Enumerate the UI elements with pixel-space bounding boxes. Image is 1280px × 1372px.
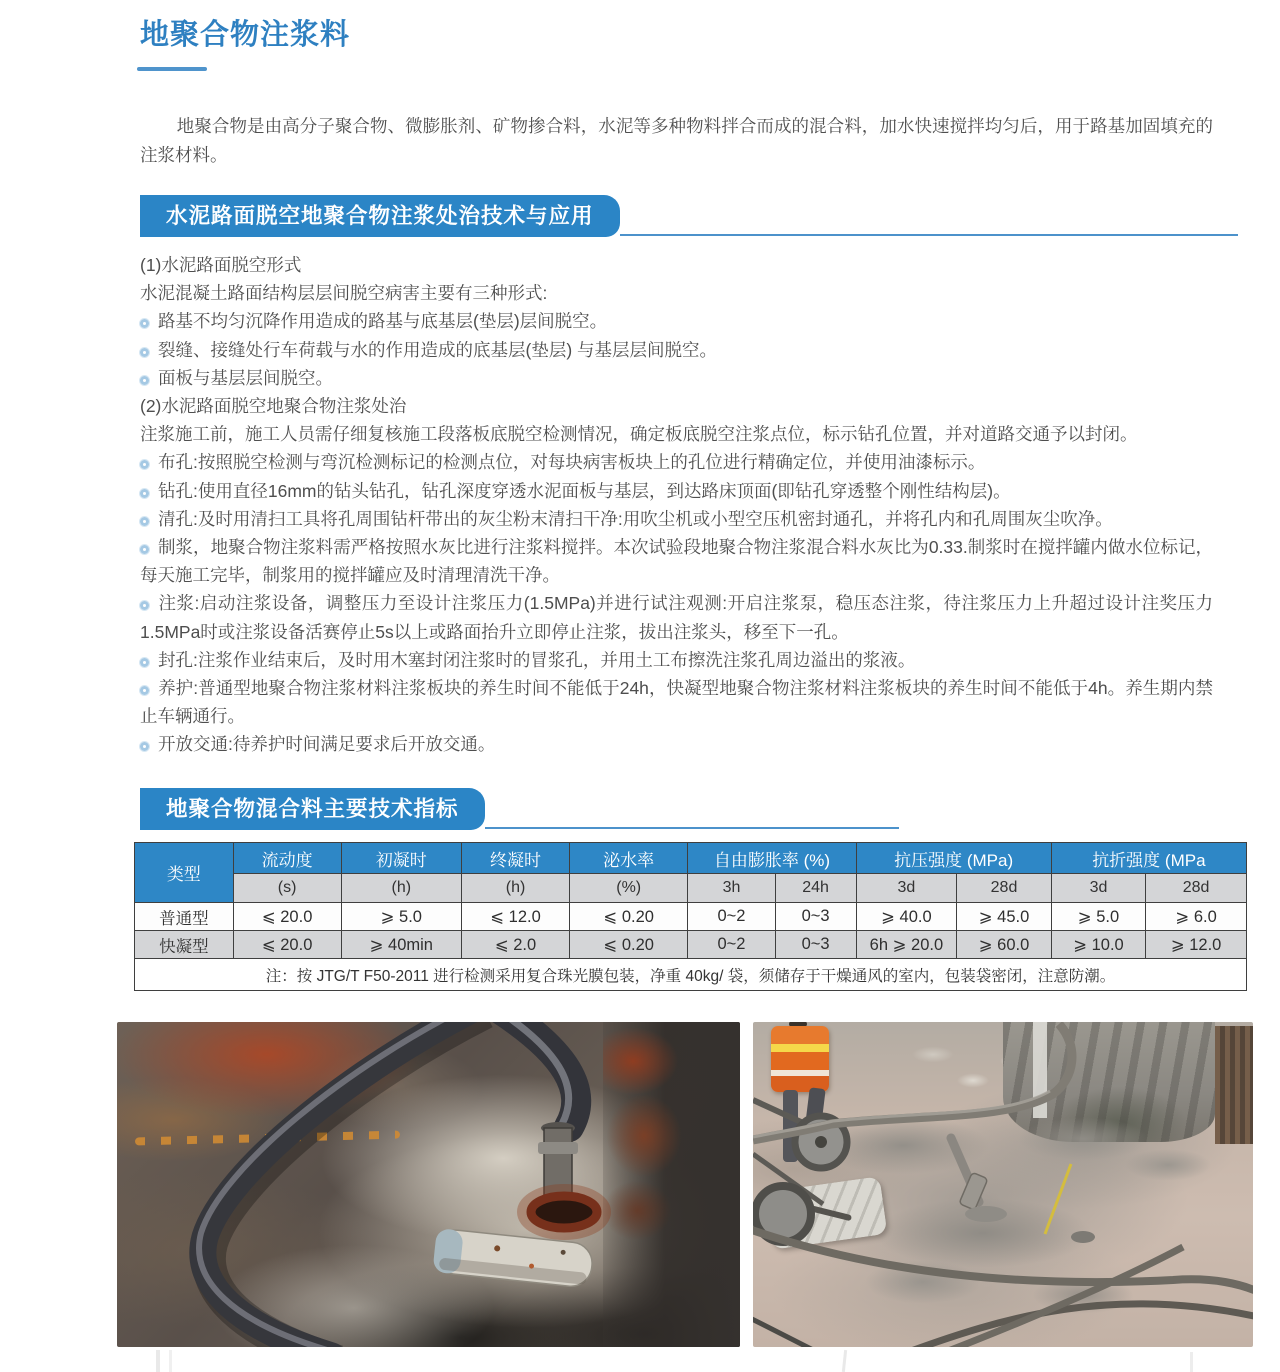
table-row-label: 普通型	[135, 903, 234, 931]
table-cell: 0~2	[688, 931, 775, 959]
spec-table-container	[134, 842, 1247, 991]
ring-bullet-icon	[140, 601, 149, 610]
ring-bullet-icon	[140, 348, 149, 357]
injection-hole	[531, 1196, 597, 1228]
section2-banner	[140, 788, 899, 830]
grout-mound	[965, 1206, 1007, 1222]
table-cell: ⩽ 20.0	[233, 903, 341, 931]
table-group-header: 流动度	[233, 843, 341, 874]
bullet-item: 养护:普通型地聚合物注浆材料注浆板块的养生时间不能低于24h，快凝型地聚合物注浆材料注浆板块的养生时间不能低于4h。养生期内禁止车辆通行。	[140, 678, 1213, 727]
table-group-header: 抗压强度 (MPa)	[856, 843, 1051, 874]
table-corner-header: 类型	[135, 843, 234, 903]
wheel-hub	[815, 1136, 827, 1148]
frame-bar	[753, 1317, 823, 1347]
bullet-item: 清孔:及时用清扫工具将孔周围钻杆带出的灰尘粉末清扫干净:用吹尘机或小型空压机密封通孔，并将孔内和孔周围灰尘吹净。	[140, 505, 1213, 533]
bullet-item: 封孔:注浆作业结束后，及时用木塞封闭注浆时的冒浆孔，并用土工布擦洗注浆孔周边溢出的浆液。	[140, 646, 1213, 674]
spec-table-body	[135, 903, 1247, 991]
table-group-header: 泌水率	[570, 843, 688, 874]
table-row	[135, 903, 1247, 931]
table-cell: ⩽ 0.20	[570, 931, 688, 959]
table-cell: ⩽ 0.20	[570, 903, 688, 931]
section1-heading: 水泥路面脱空地聚合物注浆处治技术与应用	[140, 195, 620, 237]
ring-bullet-icon	[140, 517, 149, 526]
ring-bullet-icon	[140, 686, 149, 695]
table-unit-header: 24h	[775, 874, 856, 903]
intro-paragraph: 地聚合物是由高分子聚合物、微膨胀剂、矿物掺合料，水泥等多种物料拌合而成的混合料，加水快速搅拌均匀后，用于路基加固填充的注浆材料。	[140, 116, 1213, 165]
table-cell: 0~2	[688, 903, 775, 931]
table-unit-header: (h)	[462, 874, 570, 903]
table-cell: ⩾ 12.0	[1146, 931, 1247, 959]
table-group-header: 抗折强度 (MPa	[1051, 843, 1246, 874]
yellow-cable	[1045, 1164, 1071, 1234]
table-row-label: 快凝型	[135, 931, 234, 959]
table-cell: ⩽ 12.0	[462, 903, 570, 931]
section1-paragraphs	[140, 251, 1213, 759]
ring-bullet-icon	[140, 376, 149, 385]
cropped-artifact	[1190, 1352, 1193, 1372]
table-unit-header: (s)	[233, 874, 341, 903]
bullet-item: 制浆，地聚合物注浆料需严格按照水灰比进行注浆料搅拌。本次试验段地聚合物注浆混合料水灰比为0.33.制浆时在搅拌罐内做水位标记，每天施工完毕，制浆用的搅拌罐应及时清理清洗干净。	[140, 537, 1213, 586]
table-row	[135, 931, 1247, 959]
ring-bullet-icon	[140, 319, 149, 328]
bullet-item: 面板与基层层间脱空。	[140, 364, 1213, 392]
small-grout-spot	[1071, 1231, 1095, 1243]
bullet-item: 开放交通:待养护时间满足要求后开放交通。	[140, 730, 1213, 758]
table-group-header: 终凝时	[462, 843, 570, 874]
cropped-artifact	[169, 1350, 172, 1372]
table-unit-header: 28d	[957, 874, 1051, 903]
table-cell: ⩾ 60.0	[957, 931, 1051, 959]
photo-grouting-construction-site	[753, 1022, 1253, 1347]
ring-bullet-icon	[140, 545, 149, 554]
ground-hose	[753, 1227, 1253, 1294]
bullet-item: 钻孔:使用直径16mm的钻头钻孔，钻孔深度穿透水泥面板与基层，到达路床顶面(即钻孔穿透整个刚性结构层)。	[140, 477, 1213, 505]
banner-rule-line	[485, 827, 899, 829]
table-cell: ⩾ 40.0	[856, 903, 957, 931]
table-cell: ⩾ 10.0	[1051, 931, 1145, 959]
ring-bullet-icon	[140, 658, 149, 667]
table-cell: ⩾ 6.0	[1146, 903, 1247, 931]
table-cell: ⩽ 2.0	[462, 931, 570, 959]
cropped-artifact	[842, 1350, 847, 1372]
pipe-sleeve	[959, 1172, 988, 1210]
table-unit-header: 3d	[856, 874, 957, 903]
title-underline-decoration	[137, 67, 207, 71]
body-line: 水泥混凝土路面结构层层间脱空病害主要有三种形式:	[140, 283, 548, 304]
fitting-collar	[538, 1142, 578, 1154]
ring-bullet-icon	[140, 742, 149, 751]
ring-bullet-icon	[140, 460, 149, 469]
table-cell: 6h ⩾ 20.0	[856, 931, 957, 959]
ring-bullet-icon	[140, 489, 149, 498]
site-hoses-illustration	[753, 1022, 1253, 1347]
table-cell: 0~3	[775, 931, 856, 959]
cropped-artifact	[156, 1350, 160, 1372]
table-group-header: 自由膨胀率 (%)	[688, 843, 856, 874]
page-title: 地聚合物注浆料	[140, 19, 351, 51]
table-unit-header: (h)	[341, 874, 461, 903]
table-group-header: 初凝时	[341, 843, 461, 874]
body-line: 注浆施工前，施工人员需仔细复核施工段落板底脱空检测情况，确定板底脱空注浆点位，标示钻孔位置，并对道路交通予以封闭。	[140, 424, 1138, 445]
photo-pavement-grouting-hole	[117, 1022, 740, 1347]
spec-table	[134, 842, 1247, 991]
table-cell: 0~3	[775, 903, 856, 931]
hose-and-hole-illustration	[117, 1022, 740, 1347]
bullet-item: 布孔:按照脱空检测与弯沉检测标记的检测点位，对每块病害板块上的孔位进行精确定位，并使用油漆标示。	[140, 448, 1213, 476]
section1-banner	[140, 195, 1238, 237]
banner-rule-line	[620, 234, 1238, 236]
table-unit-header: 3h	[688, 874, 775, 903]
table-cell: ⩾ 40min	[341, 931, 461, 959]
table-note: 注：按 JTG/T F50-2011 进行检测采用复合珠光膜包装，净重 40kg/ 袋，须储存于干燥通风的室内，包装袋密闭，注意防潮。	[135, 959, 1247, 991]
bullet-item: 裂缝、接缝处行车荷载与水的作用造成的底基层(垫层) 与基层层间脱空。	[140, 336, 1213, 364]
body-line: (2)水泥路面脱空地聚合物注浆处治	[140, 396, 407, 417]
table-unit-header: 3d	[1051, 874, 1145, 903]
table-cell: ⩾ 45.0	[957, 903, 1051, 931]
table-cell: ⩾ 5.0	[1051, 903, 1145, 931]
spec-table-head	[135, 843, 1247, 903]
bullet-item: 路基不均匀沉降作用造成的路基与底基层(垫层)层间脱空。	[140, 307, 1213, 335]
bullet-item: 注浆:启动注浆设备，调整压力至设计注浆压力(1.5MPa)并进行试注观测:开启注浆泵，稳压态注浆，待注浆压力上升超过设计注奖压力1.5MPa时或注浆设备活赛停止5s以上或路面抬升立即停止注浆，拔出注浆头，移至下一孔。	[140, 593, 1213, 642]
table-unit-header: 28d	[1146, 874, 1247, 903]
body-line: (1)水泥路面脱空形式	[140, 255, 302, 275]
ground-hose	[903, 1304, 1253, 1347]
table-unit-header: (%)	[570, 874, 688, 903]
table-cell: ⩽ 20.0	[233, 931, 341, 959]
section2-heading: 地聚合物混合料主要技术指标	[140, 788, 485, 830]
table-cell: ⩾ 5.0	[341, 903, 461, 931]
